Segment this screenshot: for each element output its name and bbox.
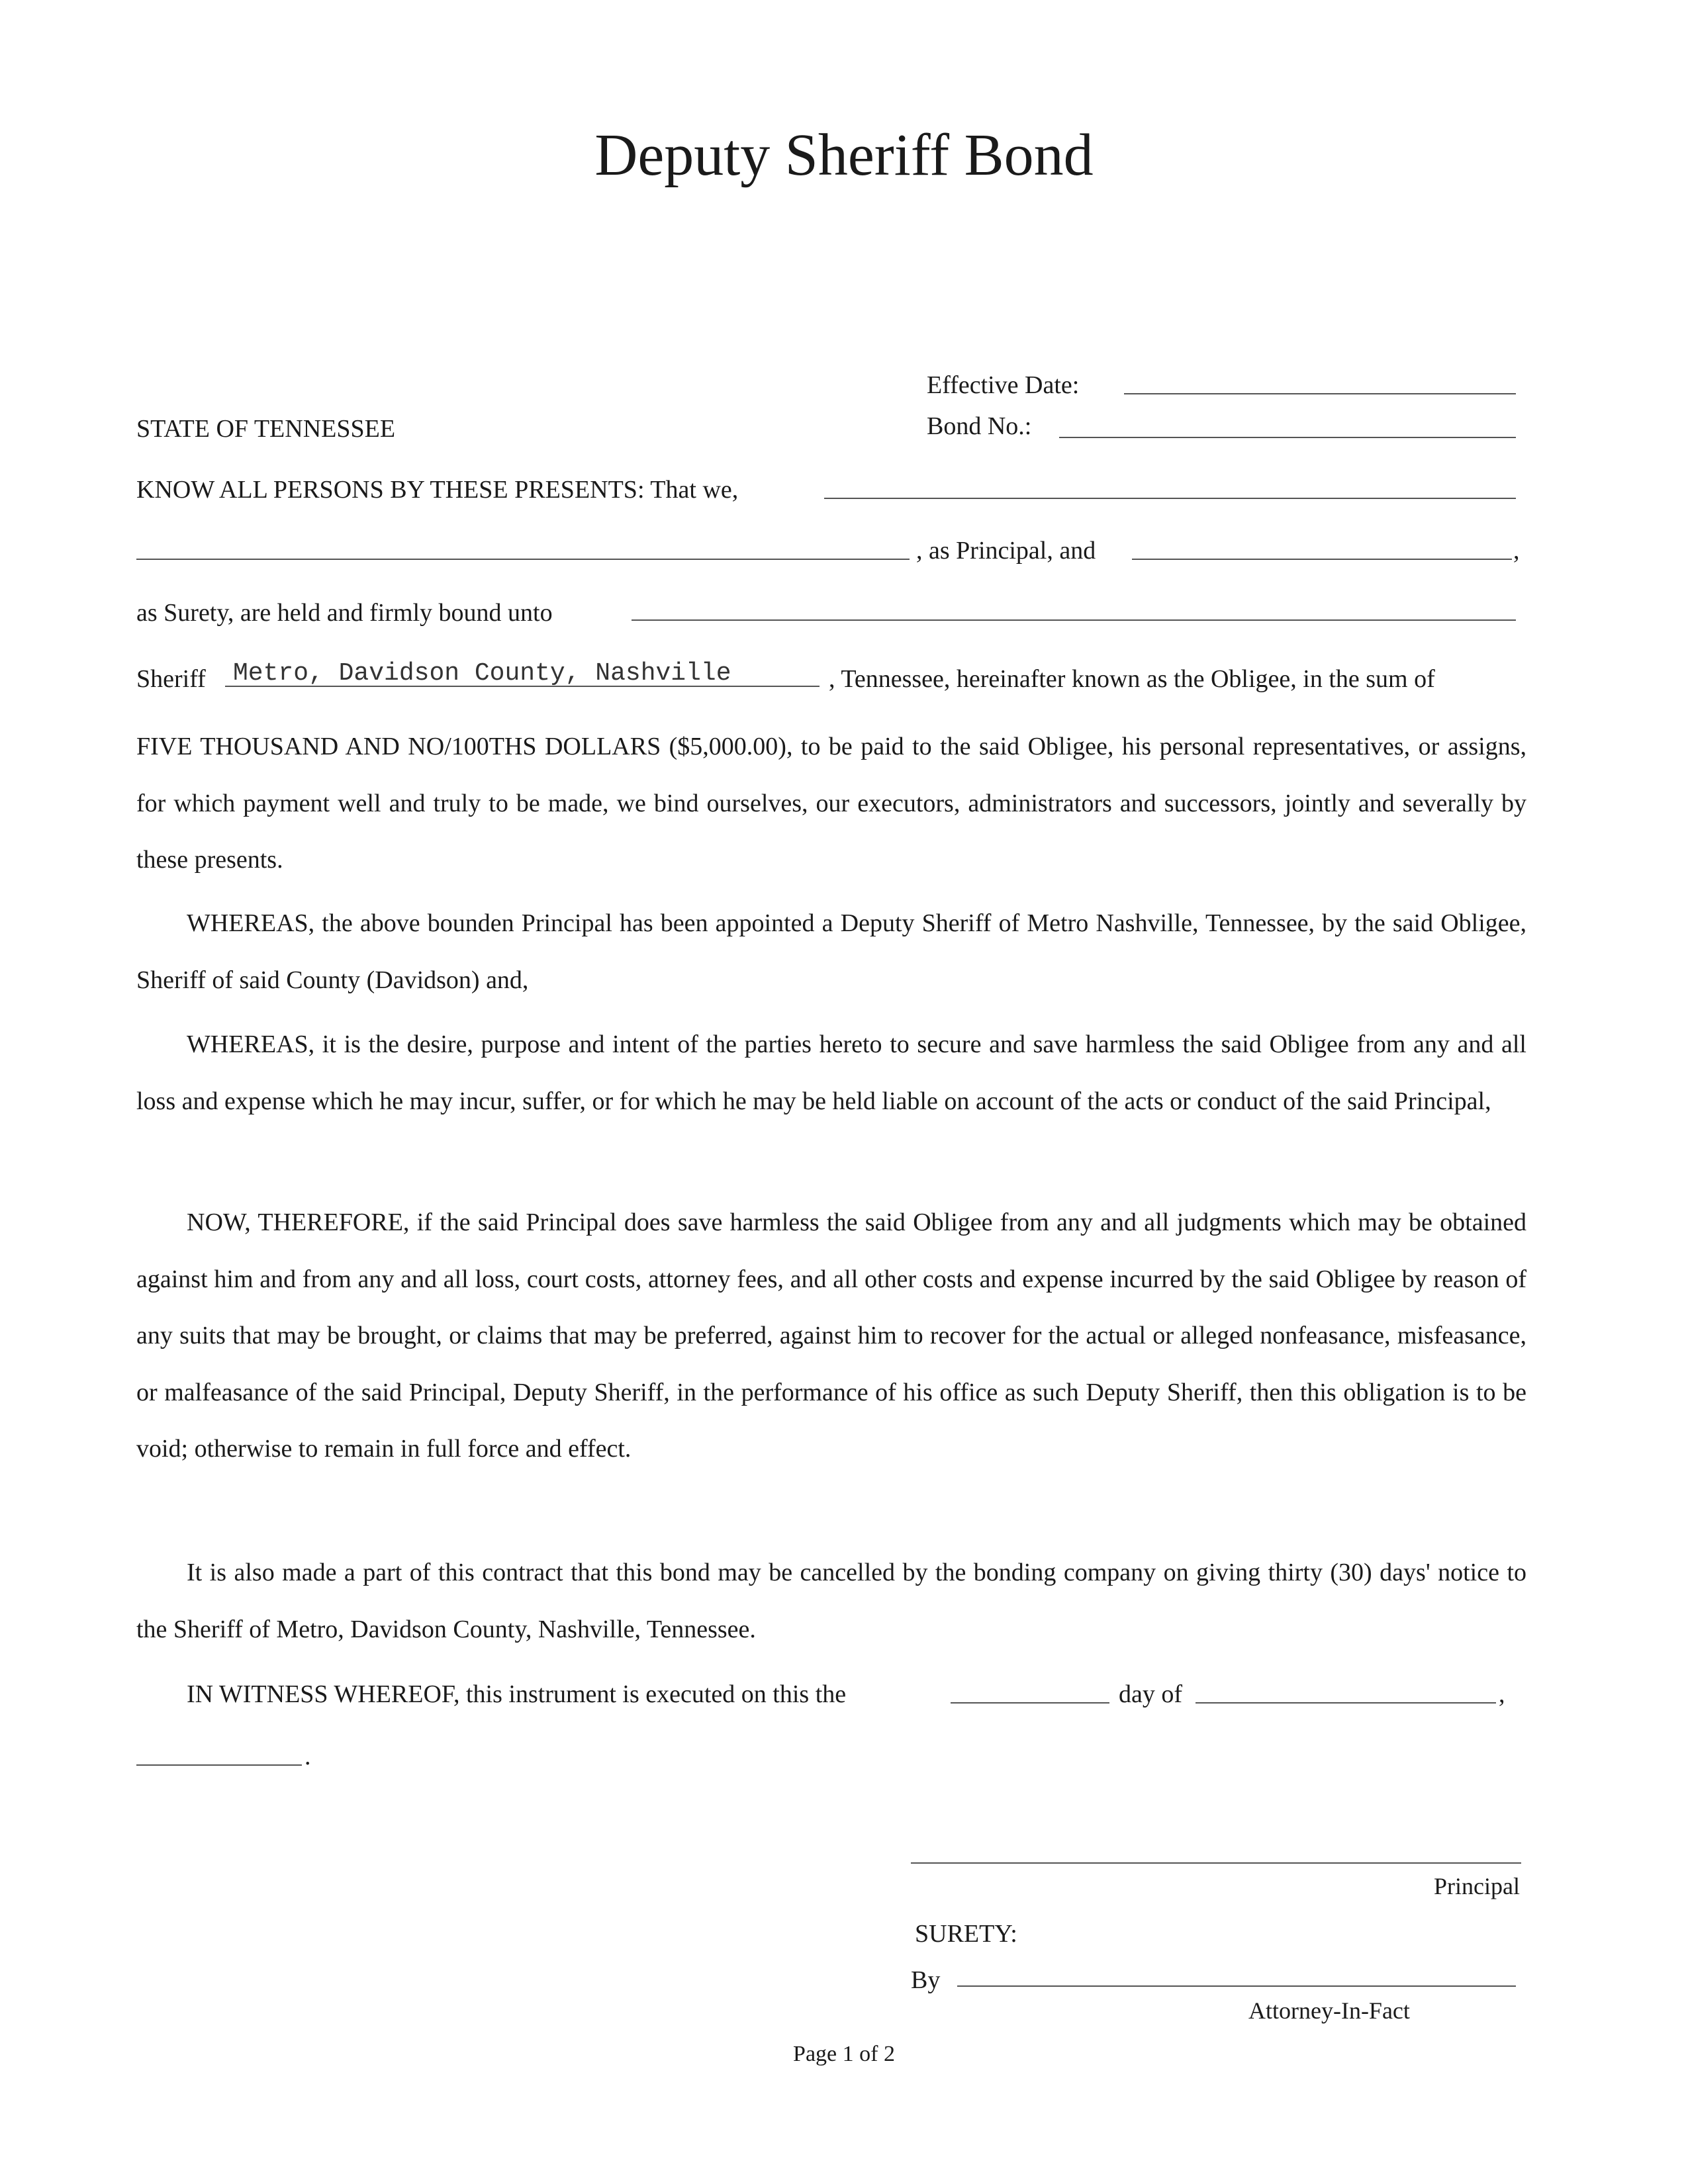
bond-amount-paragraph: FIVE THOUSAND AND NO/100THS DOLLARS ($5,000.00), to be paid to the said Obligee, his personal representatives, or assigns, for which payment well and truly to be made, we bind ourselves, our executors, administrators and successors, jointly and severally by these presents.: [136, 733, 1526, 874]
comma-after-surety: ,: [1513, 537, 1520, 565]
sheriff-field-line: [225, 686, 820, 687]
obligee-text: , Tennessee, hereinafter known as the Obligee, in the sum of: [829, 665, 1435, 693]
know-all-text: KNOW ALL PERSONS BY THESE PRESENTS: That we,: [136, 476, 739, 504]
principal-name-field-2[interactable]: [136, 559, 910, 560]
sheriff-value[interactable]: Metro, Davidson County, Nashville: [233, 659, 731, 688]
witness-period: .: [305, 1743, 311, 1770]
day-of-text: day of: [1119, 1680, 1183, 1708]
document-title: Deputy Sheriff Bond: [594, 122, 1094, 188]
page-number: Page 1 of 2: [793, 2042, 895, 2066]
surety-label: SURETY:: [915, 1920, 1017, 1948]
cancellation-paragraph: It is also made a part of this contract that this bond may be cancelled by the bonding company on giving thirty (30) days' notice to the Sheriff of Metro, Davidson County, Nashville, Tennessee.: [136, 1559, 1526, 1643]
principal-label: Principal: [1434, 1873, 1520, 1899]
surety-name-field[interactable]: [1132, 559, 1512, 560]
witness-comma: ,: [1499, 1680, 1505, 1708]
attorney-signature-line[interactable]: [957, 1985, 1516, 1987]
witness-year-field[interactable]: [136, 1764, 302, 1766]
as-surety-text: as Surety, are held and firmly bound unto: [136, 599, 553, 627]
as-principal-text: , as Principal, and: [916, 537, 1096, 565]
witness-day-field[interactable]: [951, 1702, 1109, 1704]
effective-date-field[interactable]: [1124, 393, 1516, 394]
whereas-appointed-paragraph: WHEREAS, the above bounden Principal has been appointed a Deputy Sheriff of Metro Nashville, Tennessee, by the said Obligee, Sheriff of said County (Davidson) and,: [136, 909, 1526, 994]
witness-text: IN WITNESS WHEREOF, this instrument is executed on this the: [187, 1680, 847, 1708]
attorney-in-fact-label: Attorney-In-Fact: [1248, 1997, 1410, 2024]
state-heading: STATE OF TENNESSEE: [136, 415, 396, 443]
bond-no-field[interactable]: [1059, 437, 1516, 438]
principal-name-field-1[interactable]: [824, 498, 1516, 499]
bound-unto-field[interactable]: [632, 619, 1516, 621]
effective-date-label: Effective Date:: [927, 371, 1080, 399]
witness-month-field[interactable]: [1196, 1702, 1496, 1704]
whereas-desire-paragraph: WHEREAS, it is the desire, purpose and intent of the parties hereto to secure and save harmless the said Obligee from any and all loss and expense which he may incur, suffer, or for which he may be held liable on account of the acts or conduct of the said Principal,: [136, 1030, 1526, 1115]
bond-no-label: Bond No.:: [927, 412, 1032, 440]
sheriff-label: Sheriff: [136, 665, 206, 693]
principal-signature-line[interactable]: [911, 1862, 1521, 1864]
now-therefore-paragraph: NOW, THEREFORE, if the said Principal does save harmless the said Obligee from any and all judgments which may be obtained against him and from any and all loss, court costs, attorney fees, and all other costs and expense incurred by the said Obligee by reason of any suits that may be brought, or claims that may be preferred, against him to recover for the actual or alleged nonfeasance, misfeasance, or malfeasance of the said Principal, Deputy Sheriff, in the performance of his office as such Deputy Sheriff, then this obligation is to be void; otherwise to remain in full force and effect.: [136, 1208, 1526, 1463]
by-label: By: [911, 1966, 941, 1994]
